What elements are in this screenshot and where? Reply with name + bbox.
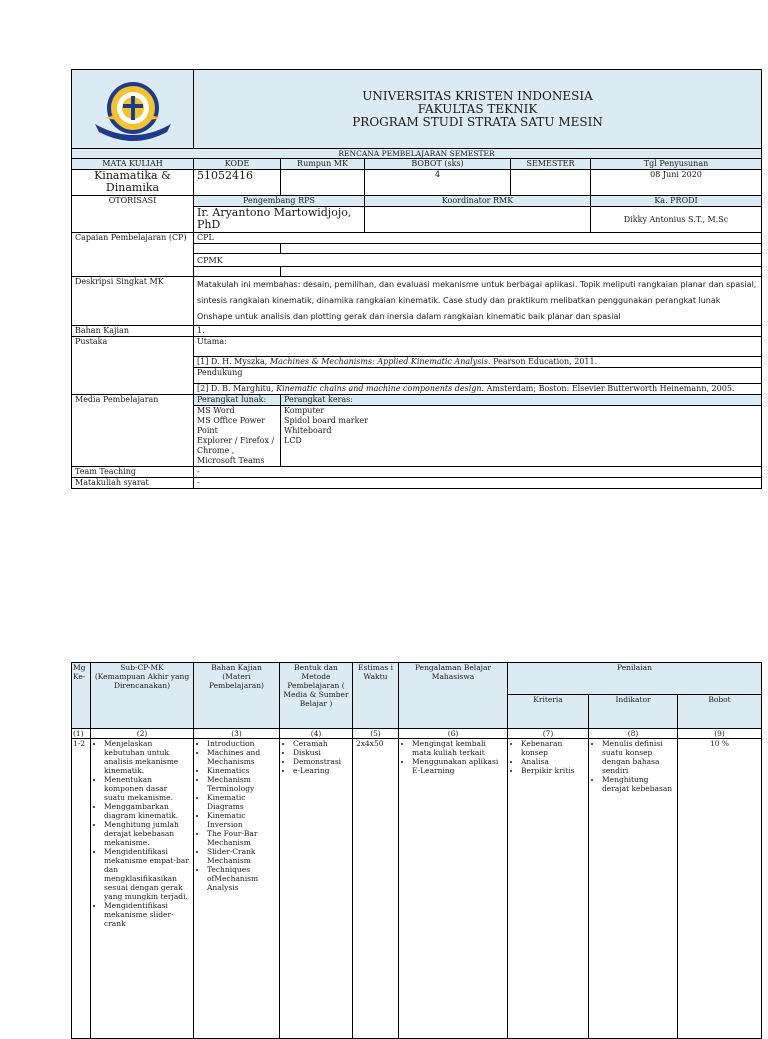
row-estimasi: 2x4x50 <box>353 739 399 1039</box>
row-bentuk <box>280 739 353 1039</box>
deskripsi-text: Matakulah ini membahas: desain, pemilihan, dan evaluasi mekanisme untuk berbagai aplikasi. Topik meliputi rangkaian planar dan spasial, sintesis rangkaian kinematik, dinamika rangkaian kinematik. Case study dan praktikum melibatkan penggunakan perangkat lunak Onshape untuk analisis dan plotting gerak dan inersia dalam rangkaian kinematic baik planar dan spasial <box>194 277 762 326</box>
reference-1-publisher: . Pearson Education, 2011. <box>487 357 598 366</box>
syarat-value: - <box>194 478 762 489</box>
header-indikator: Indikator <box>589 695 678 729</box>
list-item: • Menjelaskan kebutuhan untuk analisis mekanisme kinematik. <box>104 739 190 775</box>
faculty-name: FAKULTAS TEKNIK <box>417 101 538 116</box>
reference-1-title: Machines & Mechanisms: Applied Kinematic Analysis <box>269 357 488 366</box>
syarat-label: Matakuliah syarat <box>72 478 194 489</box>
tgl-value: 08 Juni 2020 <box>591 170 762 196</box>
deskripsi-label: Deskripsi Singkat MK <box>72 277 194 326</box>
header-pengalaman: Pengalaman Belajar Mahasiswa <box>399 663 508 729</box>
institution-heading <box>194 70 762 149</box>
rumpun-value <box>281 170 365 196</box>
col-number-5: (5) <box>353 729 399 739</box>
team-value: - <box>194 467 762 478</box>
team-label: Team Teaching <box>72 467 194 478</box>
list-item: • Kinematic Diagrams <box>207 793 276 811</box>
list-item: • Analisa <box>521 757 585 766</box>
cpl-empty-a <box>194 244 281 254</box>
perangkat-lunak-list: MS Word MS Office Power Point Explorer / Firefox / Chrome , Microsoft Teams <box>194 406 281 467</box>
perangkat-keras-label: Perangkat keras: <box>281 395 762 406</box>
row-mg: 1-2 <box>72 739 91 1039</box>
list-item: • Kinematic Inversion <box>207 811 276 829</box>
pustaka-pendukung-label: Pendukung <box>194 368 762 384</box>
col-header-rumpun: Rumpun MK <box>281 159 365 170</box>
pustaka-utama-label: Utama: <box>194 337 762 357</box>
list-item: • Diskusi <box>293 748 349 757</box>
list-item: • Ceramah <box>293 739 349 748</box>
col-number-6: (6) <box>399 729 508 739</box>
rps-title: RENCANA PEMBELAJARAN SEMESTER <box>72 149 762 159</box>
cpmk-empty-a <box>194 267 281 277</box>
bobot-value: 4 <box>365 170 511 196</box>
program-name: PROGRAM STUDI STRATA SATU MESIN <box>352 114 603 129</box>
list-item: • Mechanism Terminology <box>207 775 276 793</box>
col-number-9: (9) <box>678 729 762 739</box>
reference-1-author: [1] D. H. Myszka, <box>197 357 270 366</box>
col-header-mata-kuliah: MATA KULIAH <box>72 159 194 170</box>
logo-cell <box>72 70 194 149</box>
cpmk-empty-b <box>281 267 762 277</box>
cpl-empty-b <box>281 244 762 254</box>
list-item: • Machines and Mechanisms <box>207 748 276 766</box>
semester-value <box>511 170 591 196</box>
col-number-7: (7) <box>508 729 589 739</box>
col-header-tgl: Tgl Penyusunan <box>591 159 762 170</box>
perangkat-lunak-label: Perangkat lunak: <box>194 395 281 406</box>
rps-identity-table <box>71 69 762 489</box>
list-item: • Menghitung jumlah derajat kebebasan mekanisme. <box>104 820 190 847</box>
perangkat-keras-list: Komputer Spidol board marker Whiteboard LCD <box>281 406 762 467</box>
list-item: • Menentukan komponen dasar suatu mekanisme. <box>104 775 190 802</box>
weekly-plan-table <box>71 662 762 1039</box>
otorisasi-label: OTORISASI <box>72 196 194 233</box>
col-header-bobot: BOBOT (sks) <box>365 159 511 170</box>
koordinator-value <box>365 207 591 233</box>
header-penilaian: Penilaian <box>508 663 762 695</box>
list-item: • Menulis definisi suatu konsep dengan bahasa sendiri <box>602 739 674 775</box>
row-indikator <box>589 739 678 1039</box>
col-number-2: (2) <box>91 729 194 739</box>
bahan-label: Bahan Kajian <box>72 326 194 337</box>
mata-kuliah-value: Kinamatika & Dinamika <box>72 170 194 196</box>
kode-value: 51052416 <box>194 170 281 196</box>
col-number-4: (4) <box>280 729 353 739</box>
university-name: UNIVERSITAS KRISTEN INDONESIA <box>362 88 593 103</box>
media-label: Media Pembelajaran <box>72 395 194 467</box>
header-bahan: Bahan Kajian (Materi Pembelajaran) <box>194 663 280 729</box>
col-number-1: (1) <box>72 729 91 739</box>
list-item: • Techniques ofMechanism Analysis <box>207 865 276 892</box>
list-item: • The Four-Bar Mechanism <box>207 829 276 847</box>
header-estimasi: Estimas i Waktu <box>353 663 399 729</box>
bahan-value: 1. <box>194 326 762 337</box>
list-item: • Kinematics <box>207 766 276 775</box>
list-item: • Menggambarkan diagram kinematik. <box>104 802 190 820</box>
list-item: • Introduction <box>207 739 276 748</box>
row-sub-cp <box>91 739 194 1039</box>
reference-2-publisher: . Amsterdam; Boston: Elsevier Butterworth Heinemann, 2005. <box>481 384 735 393</box>
col-number-8: (8) <box>589 729 678 739</box>
list-item: • Berpikir kritis <box>521 766 585 775</box>
kaprodi-value: Dikky Antonius S.T., M.Sc <box>591 207 762 233</box>
reference-2 <box>194 384 762 395</box>
pengembang-label: Pengembang RPS <box>194 196 365 207</box>
reference-2-author: [2] D. B. Marghitu, <box>197 384 277 393</box>
list-item: • Demonstrasi <box>293 757 349 766</box>
pengembang-value: Ir. Aryantono Martowidjojo, PhD <box>194 207 365 233</box>
cp-label: Capaian Pembelajaran (CP) <box>72 233 194 277</box>
col-number-3: (3) <box>194 729 280 739</box>
col-header-kode: KODE <box>194 159 281 170</box>
list-item: • Kebenaran konsep <box>521 739 585 757</box>
col-header-semester: SEMESTER <box>511 159 591 170</box>
list-item: • Mengidentifikasi mekanisme slider-crank <box>104 901 190 928</box>
pustaka-label: Pustaka <box>72 337 194 395</box>
header-sub-cp: Sub-CP-MK (Kemampuan Akhir yang Direncanakan) <box>91 663 194 729</box>
list-item: • e-Learing <box>293 766 349 775</box>
list-item: • Mengidentifikasi mekanisme empat-bar dan mengklasifikasikan sesuai dengan gerak yang mungkin terjadi. <box>104 847 190 901</box>
list-item: • Menggunakan aplikasi E-Learning <box>412 757 504 775</box>
row-bahan <box>194 739 280 1039</box>
list-item: • Mengingat kembali mata kuliah terkait <box>412 739 504 757</box>
list-item: • Slider-Crank Mechanism <box>207 847 276 865</box>
header-kriteria: Kriteria <box>508 695 589 729</box>
row-kriteria <box>508 739 589 1039</box>
header-bobot: Bobot <box>678 695 762 729</box>
university-seal-icon <box>91 74 175 144</box>
reference-2-title: Kinematic chains and machine components design <box>276 384 482 393</box>
header-mg: Mg Ke- <box>72 663 91 729</box>
row-pengalaman <box>399 739 508 1039</box>
header-bentuk: Bentuk dan Metode Pembelajaran ( Media & Sumber Belajar ) <box>280 663 353 729</box>
koordinator-label: Koordinator RMK <box>365 196 591 207</box>
row-bobot: 10 % <box>678 739 762 1039</box>
list-item: • Menghitung derajat kebebasan <box>602 775 674 793</box>
kaprodi-label: Ka. PRODI <box>591 196 762 207</box>
cpmk-label: CPMK <box>194 254 762 267</box>
reference-1 <box>194 357 762 368</box>
cpl-label: CPL <box>194 233 762 244</box>
